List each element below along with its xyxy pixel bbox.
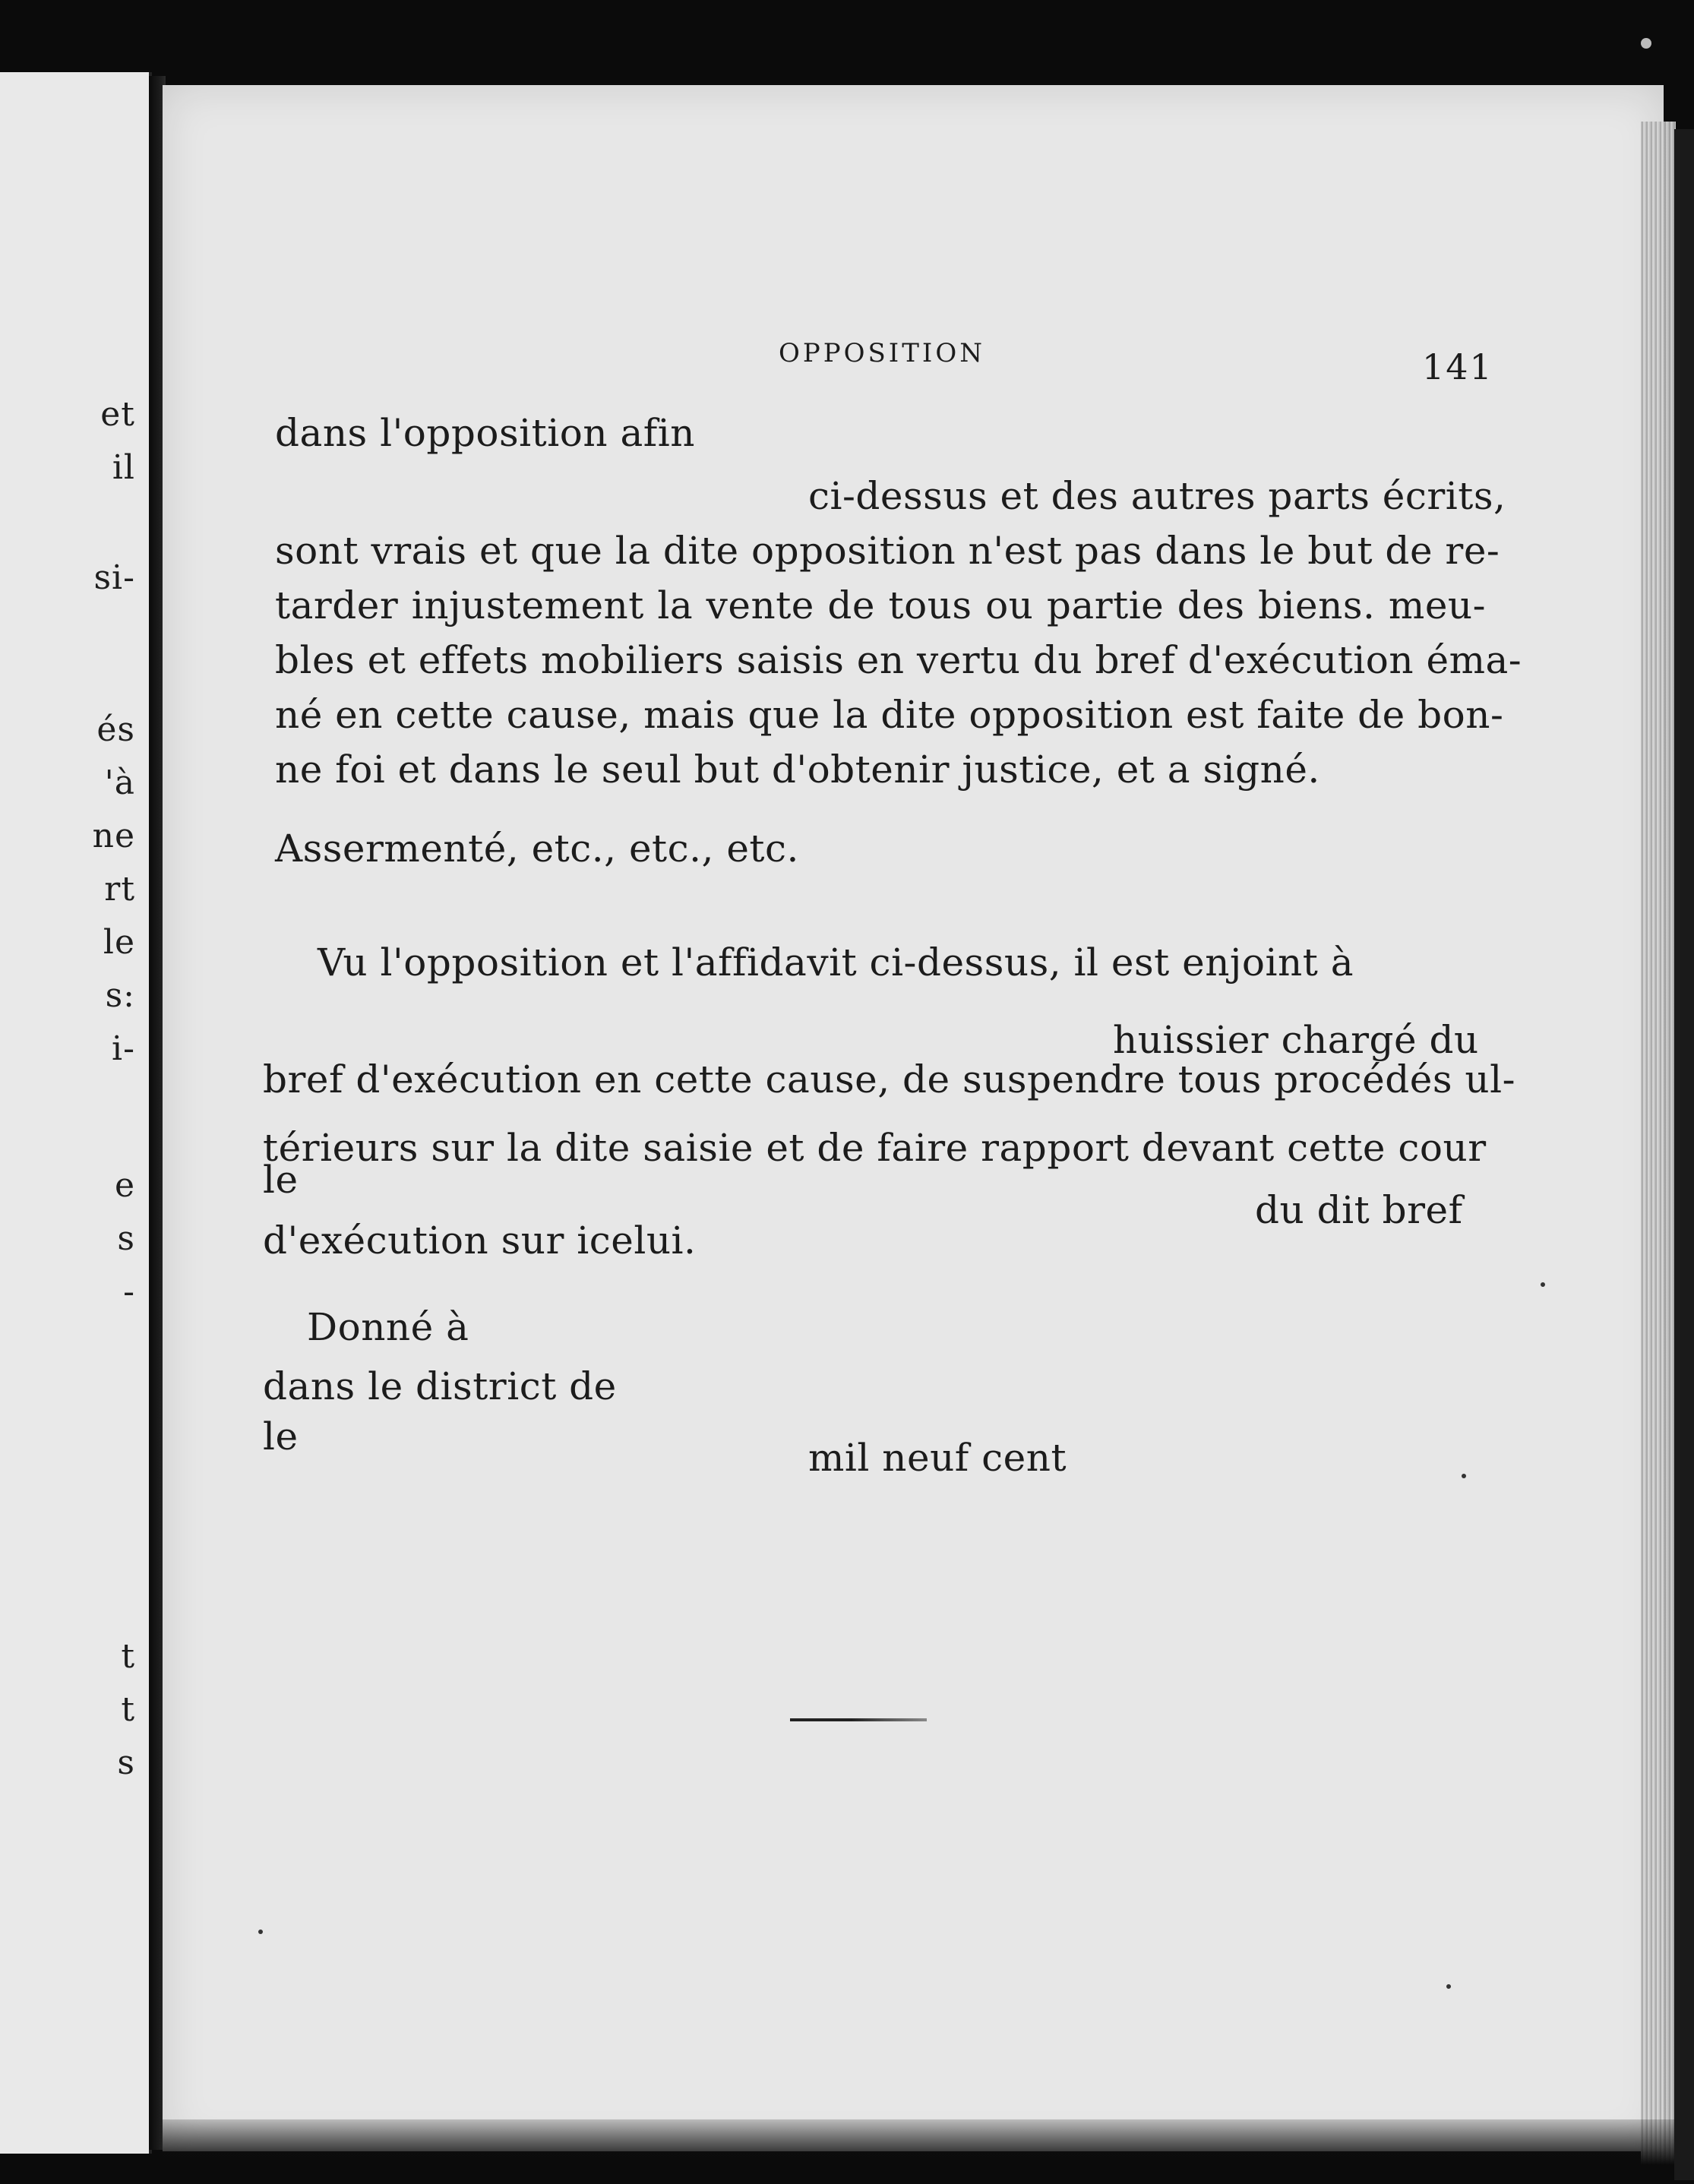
text-line: ne foi et dans le seul but d'obtenir justice, et a signé.: [275, 747, 1320, 792]
text-line: Donné à: [307, 1305, 469, 1349]
scan-speck: [1446, 1984, 1451, 1989]
text-line: le: [263, 1414, 299, 1459]
text-line: dans l'opposition afin: [275, 411, 695, 455]
running-head: OPPOSITION: [779, 338, 985, 368]
text-line: le: [263, 1158, 299, 1202]
closing-rule: [790, 1718, 927, 1721]
left-margin-fragment: et: [100, 395, 135, 434]
text-line: bles et effets mobiliers saisis en vertu du bref d'exécution éma-: [275, 638, 1522, 682]
left-margin-fragment: és: [96, 710, 135, 749]
left-margin-fragment: rt: [104, 870, 135, 909]
text-line: d'exécution sur icelui.: [263, 1218, 697, 1263]
text-line: tarder injustement la vente de tous ou partie des biens. meu-: [275, 583, 1486, 627]
left-margin-fragment: 'à: [104, 763, 135, 802]
text-line: né en cette cause, mais que la dite opposition est faite de bon-: [275, 693, 1504, 737]
left-margin-fragment: si-: [93, 558, 135, 597]
text-line: du dit bref: [1255, 1188, 1463, 1232]
scan-speck: [258, 1930, 263, 1934]
left-margin-fragment: -: [123, 1272, 135, 1311]
scan-speck: [1462, 1474, 1466, 1478]
text-line: Assermenté, etc., etc., etc.: [275, 827, 799, 871]
book-page: [163, 85, 1664, 2151]
page-number: 141: [1422, 346, 1493, 387]
left-margin-fragment: le: [103, 923, 135, 962]
text-line: térieurs sur la dite saisie et de faire rapport devant cette cour: [263, 1126, 1487, 1170]
text-line: huissier chargé du: [1113, 1018, 1479, 1062]
scan-speck: [1641, 38, 1651, 49]
text-line: bref d'exécution en cette cause, de suspendre tous procédés ul-: [263, 1057, 1516, 1101]
left-facing-page: [0, 72, 152, 2154]
left-margin-fragment: s:: [105, 976, 135, 1015]
left-margin-fragment: t: [121, 1637, 135, 1676]
page-edge-texture: [1641, 122, 1676, 2165]
left-margin-fragment: ne: [92, 817, 135, 855]
text-line: sont vrais et que la dite opposition n'est pas dans le but de re-: [275, 529, 1500, 573]
text-line: ci-dessus et des autres parts écrits,: [808, 474, 1506, 518]
bottom-shadow: [163, 2119, 1674, 2184]
text-line: dans le district de: [263, 1364, 617, 1408]
left-margin-fragment: s: [117, 1219, 135, 1258]
scan-speck: [1541, 1282, 1545, 1287]
left-margin-fragment: il: [112, 448, 135, 487]
left-margin-fragment: t: [121, 1690, 135, 1729]
text-line: mil neuf cent: [808, 1436, 1067, 1480]
page-edge-shadow: [1674, 129, 1694, 2180]
text-line: Vu l'opposition et l'affidavit ci-dessus, il est enjoint à: [318, 940, 1354, 985]
left-margin-fragment: e: [114, 1166, 135, 1205]
left-margin-fragment: s: [117, 1743, 135, 1782]
left-margin-fragment: i-: [112, 1029, 135, 1068]
